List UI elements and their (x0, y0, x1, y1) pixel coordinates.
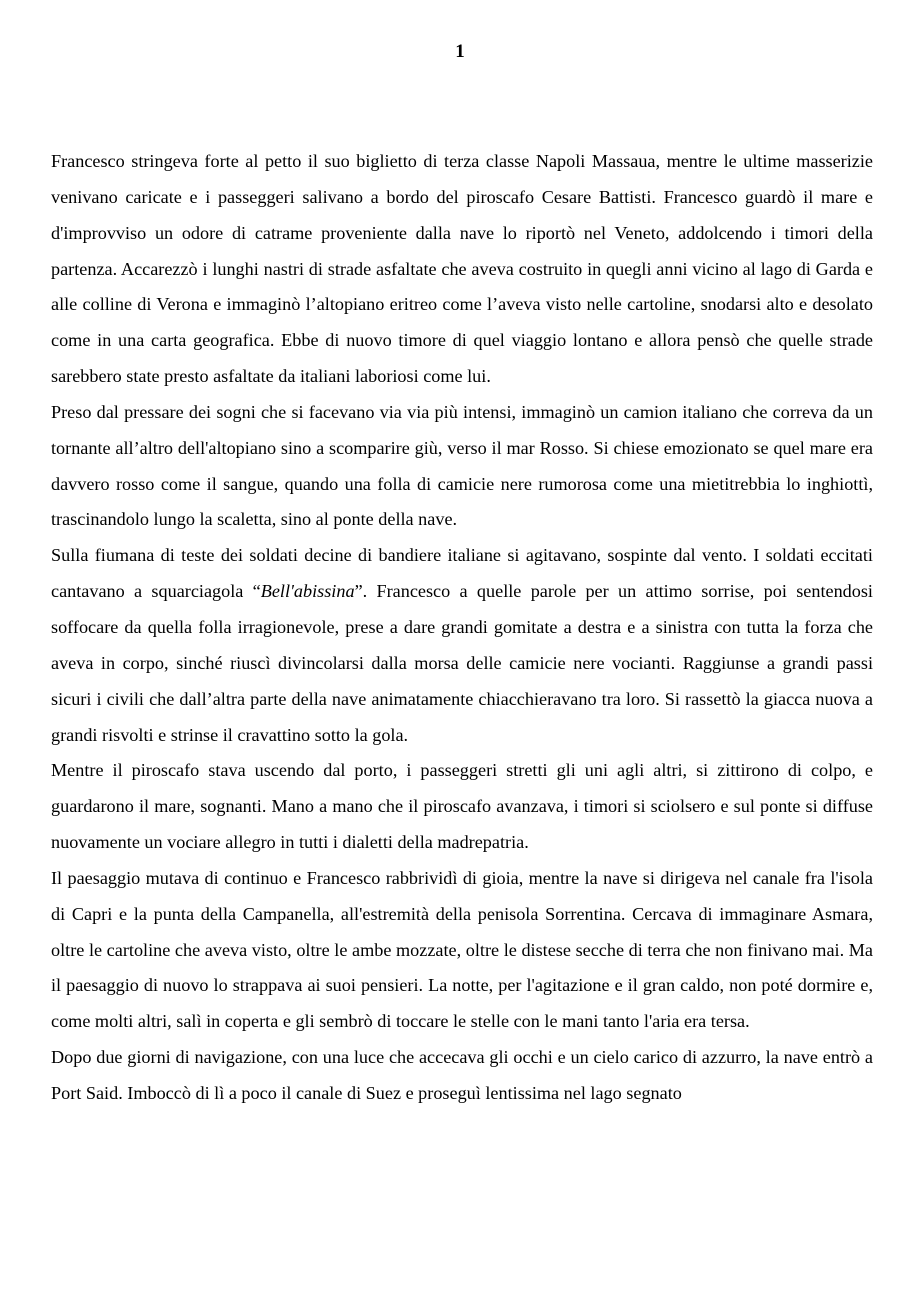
paragraph-1: Francesco stringeva forte al petto il suo biglietto di terza classe Napoli Massaua, mentre le ultime masserizie venivano caricate e i passeggeri salivano a bordo del piroscafo Cesare Battisti. Francesco guardò il mare e d'improvviso un odore di catrame proveniente dalla nave lo riportò nel Veneto, addolcendo i timori della partenza. Accarezzò i lunghi nastri di strade asfaltate che aveva costruito in quegli anni vicino al lago di Garda e alle colline di Verona e immaginò l’altopiano eritreo come l’aveva visto nelle cartoline, snodarsi alto e desolato come in una carta geografica. Ebbe di nuovo timore di quel viaggio lontano e allora pensò che quelle strade sarebbero state presto asfaltate da italiani laboriosi come lui. (51, 151, 873, 387)
paragraph-5: Il paesaggio mutava di continuo e Francesco rabbrividì di gioia, mentre la nave si dirigeva nel canale fra l'isola di Capri e la punta della Campanella, all'estremità della penisola Sorrentina. Cercava di immaginare Asmara, oltre le cartoline che aveva visto, oltre le ambe mozzate, oltre le distese secche di terra che non finivano mai. Ma il paesaggio di nuovo lo strappava ai suoi pensieri. La notte, per l'agitazione e il gran caldo, non poté dormire e, come molti altri, salì in coperta e gli sembrò di toccare le stelle con le mani tanto l'aria era tersa. (51, 867, 873, 1032)
paragraph-3-after: ”. Francesco a quelle parole per un attimo sorrise, poi sentendosi soffocare da quella folla irragionevole, prese a dare grandi gomitate a destra e a sinistra con tutta la forza che aveva in corpo, sinché riuscì divincolarsi dalla morsa delle camicie nere vocianti. Raggiunse a grandi passi sicuri i civili che dall’altra parte della nave animatamente chiacchieravano tra loro. Si rassettò la giacca nuova a grandi risvolti e strinse il cravattino sotto la gola. (51, 581, 873, 745)
song-title: Bell'abissina (260, 581, 355, 602)
page-number: 1 (455, 41, 465, 62)
paragraph-2: Preso dal pressare dei sogni che si facevano via via più intensi, immaginò un camion italiano che correva da un tornante all’altro dell'altopiano sino a scomparire giù, verso il mar Rosso. Si chiese emozionato se quel mare era davvero rosso come il sangue, quando una folla di camicie nere rumorosa come una mietitrebbia lo inghiottì, trascinandolo lungo la scaletta, sino al ponte della nave. (51, 401, 873, 530)
body-text (51, 144, 873, 1112)
paragraph-4: Mentre il piroscafo stava uscendo dal porto, i passeggeri stretti gli uni agli altri, si zittirono di colpo, e guardarono il mare, sognanti. Mano a mano che il piroscafo avanzava, i timori si sciolsero e sul ponte si diffuse nuovamente un vociare allegro in tutti i dialetti della madrepatria. (51, 760, 873, 853)
paragraph-3 (51, 538, 873, 753)
paragraph-6: Dopo due giorni di navigazione, con una luce che accecava gli occhi e un cielo carico di azzurro, la nave entrò a Port Said. Imboccò di lì a poco il canale di Suez e proseguì lentissima nel lago segnato (51, 1047, 873, 1103)
paragraph-3-before: Sulla fiumana di teste dei soldati decine di bandiere italiane si agitavano, sospinte dal vento. I soldati eccitati cantavano a squarciagola “ (51, 545, 873, 602)
